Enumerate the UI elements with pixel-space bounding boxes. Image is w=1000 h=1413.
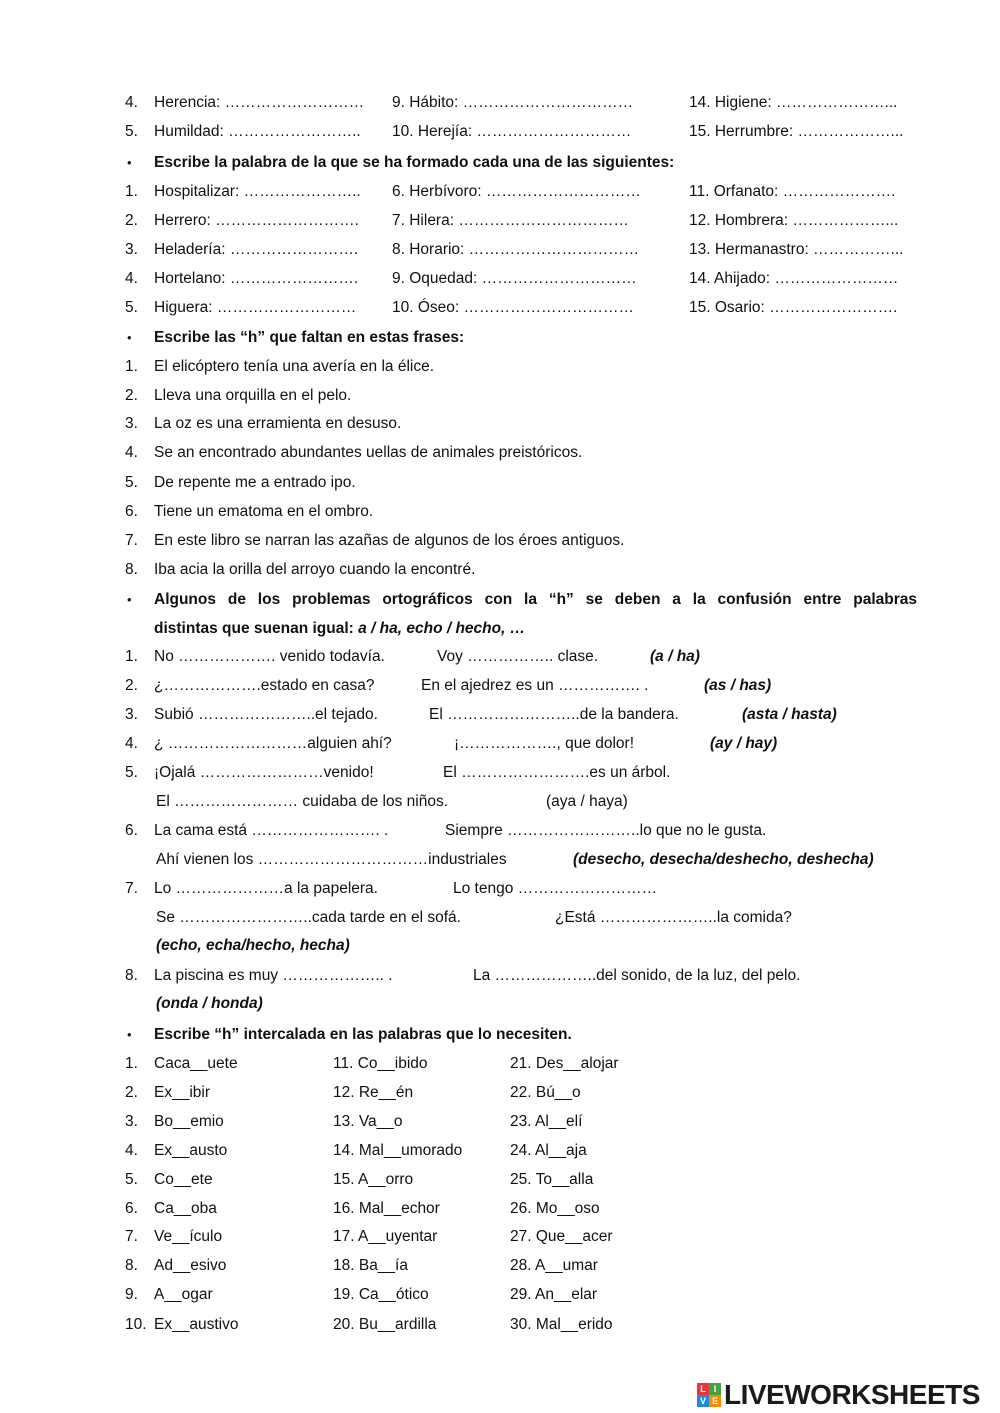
text-span: 4.	[125, 735, 138, 752]
text-span: Higuera: ………………………	[154, 299, 357, 316]
text-span: 3.	[125, 415, 138, 432]
text-span	[154, 618, 525, 640]
text-span: 9.	[125, 1286, 138, 1303]
list-item	[0, 210, 1000, 232]
text-span: 3.	[125, 706, 138, 723]
text-span: Herrero: ……………………….	[154, 212, 359, 229]
exercise-item-continued	[0, 935, 1000, 957]
text-span: Lo tengo ………………………	[453, 880, 658, 897]
text-span: 8.	[125, 1257, 138, 1274]
text-span: Escribe “h” intercalada en las palabras que lo necesiten.	[154, 1026, 572, 1043]
text-span: 22. Bú__o	[510, 1084, 581, 1101]
text-span: Ve__ículo	[154, 1228, 223, 1245]
text-span: 27. Que__acer	[510, 1228, 613, 1245]
text-span: ¡Ojalá ……………………venido!	[154, 764, 374, 781]
text-span: Lo …………………a la papelera.	[154, 880, 378, 897]
text-span: 14. Higiene: …………………...	[689, 94, 898, 111]
text-span: V	[697, 1395, 709, 1407]
text-span: •	[127, 330, 132, 345]
text-span: •	[127, 1027, 132, 1042]
text-span: 2.	[125, 212, 138, 229]
text-span: Lleva una orquilla en el pelo.	[154, 387, 352, 404]
text-span: 10. Óseo: ……………………………	[392, 299, 635, 316]
text-span: 7.	[125, 532, 138, 549]
text-span: 3.	[125, 241, 138, 258]
text-span: Se an encontrado abundantes uellas de animales preistóricos.	[154, 444, 583, 461]
list-item	[0, 1169, 1000, 1191]
text-span: 9. Hábito: ……………………………	[392, 94, 634, 111]
text-span: 1.	[125, 1055, 138, 1072]
text-span: El …………………… cuidaba de los niños.	[156, 793, 449, 810]
list-item	[0, 1111, 1000, 1133]
text-span: ¿……………….estado en casa?	[154, 677, 375, 694]
list-item	[0, 1314, 1000, 1336]
list-item	[0, 530, 1000, 552]
text-span: 23. Al__elí	[510, 1113, 583, 1130]
text-span: 5.	[125, 123, 138, 140]
exercise-item-continued	[0, 849, 1000, 871]
text-span: Humildad: ……………………..	[154, 123, 361, 140]
list-item	[0, 297, 1000, 319]
text-span: 12. Hombrera: ………………...	[689, 212, 899, 229]
exercise-item	[0, 704, 1000, 726]
list-item	[0, 442, 1000, 464]
text-span: 2.	[125, 677, 138, 694]
text-span: 21. Des__alojar	[510, 1055, 619, 1072]
text-span: La oz es una erramienta en desuso.	[154, 415, 402, 432]
text-span: ¿ ………………………alguien ahí?	[154, 735, 392, 752]
text-span: Ex__ibir	[154, 1084, 210, 1101]
text-span: 12. Re__én	[333, 1084, 414, 1101]
list-item	[0, 385, 1000, 407]
exercise-item	[0, 878, 1000, 900]
text-span: distintas que suenan igual:	[154, 620, 359, 637]
text-span: Hortelano: …………………….	[154, 270, 359, 287]
text-span: 4.	[125, 1142, 138, 1159]
text-span: L	[697, 1383, 709, 1395]
list-item	[0, 1284, 1000, 1306]
text-span: ¡………………., que dolor!	[454, 735, 635, 752]
text-span: 4.	[125, 444, 138, 461]
text-span: 14. Mal__umorado	[333, 1142, 463, 1159]
list-item	[0, 501, 1000, 523]
exercise-item-continued	[0, 791, 1000, 813]
text-span: Bo__emio	[154, 1113, 224, 1130]
text-span: 16. Mal__echor	[333, 1200, 440, 1217]
text-span: •	[127, 155, 132, 170]
text-span: 1.	[125, 183, 138, 200]
text-span: Voy …………….. clase.	[437, 648, 599, 665]
text-span: 26. Mo__oso	[510, 1200, 600, 1217]
text-span: 20. Bu__ardilla	[333, 1316, 437, 1333]
list-item	[0, 92, 1000, 114]
list-item	[0, 413, 1000, 435]
text-span: 1.	[125, 648, 138, 665]
text-span: 17. A__uyentar	[333, 1228, 438, 1245]
text-span: La cama está ……………………. .	[154, 822, 389, 839]
text-span: 7.	[125, 880, 138, 897]
text-span: I	[709, 1383, 721, 1395]
text-span: Hospitalizar: …………………..	[154, 183, 361, 200]
text-span: Algunos de los problemas ortográficos con la “h” se deben a la confusión entre palabras	[154, 591, 917, 608]
text-span: 6.	[125, 1200, 138, 1217]
text-span: 24. Al__aja	[510, 1142, 587, 1159]
list-item	[0, 181, 1000, 203]
text-span: La ………………..del sonido, de la luz, del pelo.	[473, 967, 801, 984]
text-span: El …………………….es un árbol.	[443, 764, 671, 781]
text-span: 6.	[125, 503, 138, 520]
text-span: Iba acia la orilla del arroyo cuando la encontré.	[154, 561, 476, 578]
text-span: 5.	[125, 1171, 138, 1188]
text-span: 11. Co__ibido	[333, 1055, 428, 1072]
text-span: Escribe las “h” que faltan en estas frases:	[154, 329, 465, 346]
exercise-item	[0, 646, 1000, 668]
list-item	[0, 239, 1000, 261]
text-span: (a / ha)	[650, 648, 700, 665]
text-span: 11. Orfanato: ………………….	[689, 183, 896, 200]
text-span: 10.	[125, 1316, 147, 1333]
text-span: 28. A__umar	[510, 1257, 598, 1274]
text-span: •	[127, 592, 132, 607]
exercise-item-continued	[0, 993, 1000, 1015]
list-item	[0, 1255, 1000, 1277]
exercise-item-continued	[0, 907, 1000, 929]
text-span: 15. Herrumbre: ………………...	[689, 123, 904, 140]
text-span: (echo, echa/hecho, hecha)	[156, 937, 350, 954]
text-span: 13. Va__o	[333, 1113, 403, 1130]
text-span: (asta / hasta)	[742, 706, 837, 723]
text-span: Escribe la palabra de la que se ha formado cada una de las siguientes:	[154, 154, 675, 171]
text-span: Se ……………………..cada tarde en el sofá.	[156, 909, 461, 926]
text-span: 9. Oquedad: …………………………	[392, 270, 637, 287]
text-span: 13. Hermanastro: ……………...	[689, 241, 904, 258]
text-span: 15. Osario: …………………….	[689, 299, 898, 316]
text-span: La piscina es muy ……………….. .	[154, 967, 393, 984]
text-span: 8.	[125, 967, 138, 984]
list-item	[0, 356, 1000, 378]
text-span: A__ogar	[154, 1286, 213, 1303]
text-span: Caca__uete	[154, 1055, 238, 1072]
exercise-item	[0, 820, 1000, 842]
list-item	[0, 1082, 1000, 1104]
section-heading	[0, 1024, 1000, 1046]
text-span: (ay / hay)	[710, 735, 778, 752]
text-span: El ……………………..de la bandera.	[429, 706, 679, 723]
text-span: Heladería: …………………….	[154, 241, 359, 258]
text-span: 7. Hilera: ……………………………	[392, 212, 629, 229]
text-span: 7.	[125, 1228, 138, 1245]
section-heading	[0, 589, 1000, 611]
text-span: Ahí vienen los ……………………………industriales	[156, 851, 507, 868]
text-span: 25. To__alla	[510, 1171, 594, 1188]
text-span: Ca__oba	[154, 1200, 217, 1217]
exercise-item	[0, 965, 1000, 987]
text-span: Siempre ……………………..lo que no le gusta.	[445, 822, 767, 839]
text-span: (onda / honda)	[156, 995, 263, 1012]
text-span: ¿Está …………………..la comida?	[555, 909, 792, 926]
exercise-item	[0, 675, 1000, 697]
text-span: 2.	[125, 1084, 138, 1101]
list-item	[0, 1226, 1000, 1248]
liveworksheets-logo[interactable]	[697, 1378, 980, 1412]
text-span: 15. A__orro	[333, 1171, 414, 1188]
list-item	[0, 1053, 1000, 1075]
text-span: 4.	[125, 94, 138, 111]
text-span: El elicóptero tenía una avería en la élice.	[154, 358, 435, 375]
list-item	[0, 472, 1000, 494]
section-heading	[0, 327, 1000, 349]
text-span: Herencia: ………………………	[154, 94, 365, 111]
text-span: (as / has)	[704, 677, 772, 694]
text-span: 8. Horario: ……………………………	[392, 241, 640, 258]
text-span: De repente me a entrado ipo.	[154, 474, 356, 491]
section-heading-continued	[0, 618, 1000, 640]
text-span: 5.	[125, 299, 138, 316]
text-span: Tiene un ematoma en el ombro.	[154, 503, 374, 520]
text-span: 6.	[125, 822, 138, 839]
text-span: 30. Mal__erido	[510, 1316, 613, 1333]
text-span: (desecho, desecha/deshecho, deshecha)	[573, 851, 874, 868]
exercise-item	[0, 762, 1000, 784]
text-span: 10. Herejía: …………………………	[392, 123, 632, 140]
text-span: 3.	[125, 1113, 138, 1130]
text-span: a / ha, echo / hecho, …	[358, 620, 526, 637]
text-span: 6. Herbívoro: …………………………	[392, 183, 641, 200]
text-span: 5.	[125, 764, 138, 781]
list-item	[0, 268, 1000, 290]
list-item	[0, 1198, 1000, 1220]
text-span: 14. Ahijado: ……………………	[689, 270, 899, 287]
text-span: E	[709, 1395, 721, 1407]
text-span: Ad__esivo	[154, 1257, 227, 1274]
text-span: Subió …………………..el tejado.	[154, 706, 378, 723]
list-item	[0, 121, 1000, 143]
text-span: 4.	[125, 270, 138, 287]
text-span: En este libro se narran las azañas de algunos de los éroes antiguos.	[154, 532, 625, 549]
text-span: 1.	[125, 358, 138, 375]
list-item	[0, 1140, 1000, 1162]
text-span: 19. Ca__ótico	[333, 1286, 429, 1303]
text-span: 18. Ba__ía	[333, 1257, 408, 1274]
text-span: (aya / haya)	[546, 793, 628, 810]
text-span: 5.	[125, 474, 138, 491]
logo-text: LIVEWORKSHEETS	[724, 1379, 980, 1410]
text-span: Ex__austo	[154, 1142, 228, 1159]
list-item	[0, 559, 1000, 581]
text-span: 29. An__elar	[510, 1286, 598, 1303]
exercise-item	[0, 733, 1000, 755]
text-span: No ………………. venido todavía.	[154, 648, 385, 665]
section-heading	[0, 152, 1000, 174]
text-span: En el ajedrez es un ……………. .	[421, 677, 649, 694]
text-span: 8.	[125, 561, 138, 578]
liveworksheets-logo-icon	[697, 1383, 721, 1407]
text-span: Ex__austivo	[154, 1316, 239, 1333]
text-span: Co__ete	[154, 1171, 213, 1188]
text-span: 2.	[125, 387, 138, 404]
